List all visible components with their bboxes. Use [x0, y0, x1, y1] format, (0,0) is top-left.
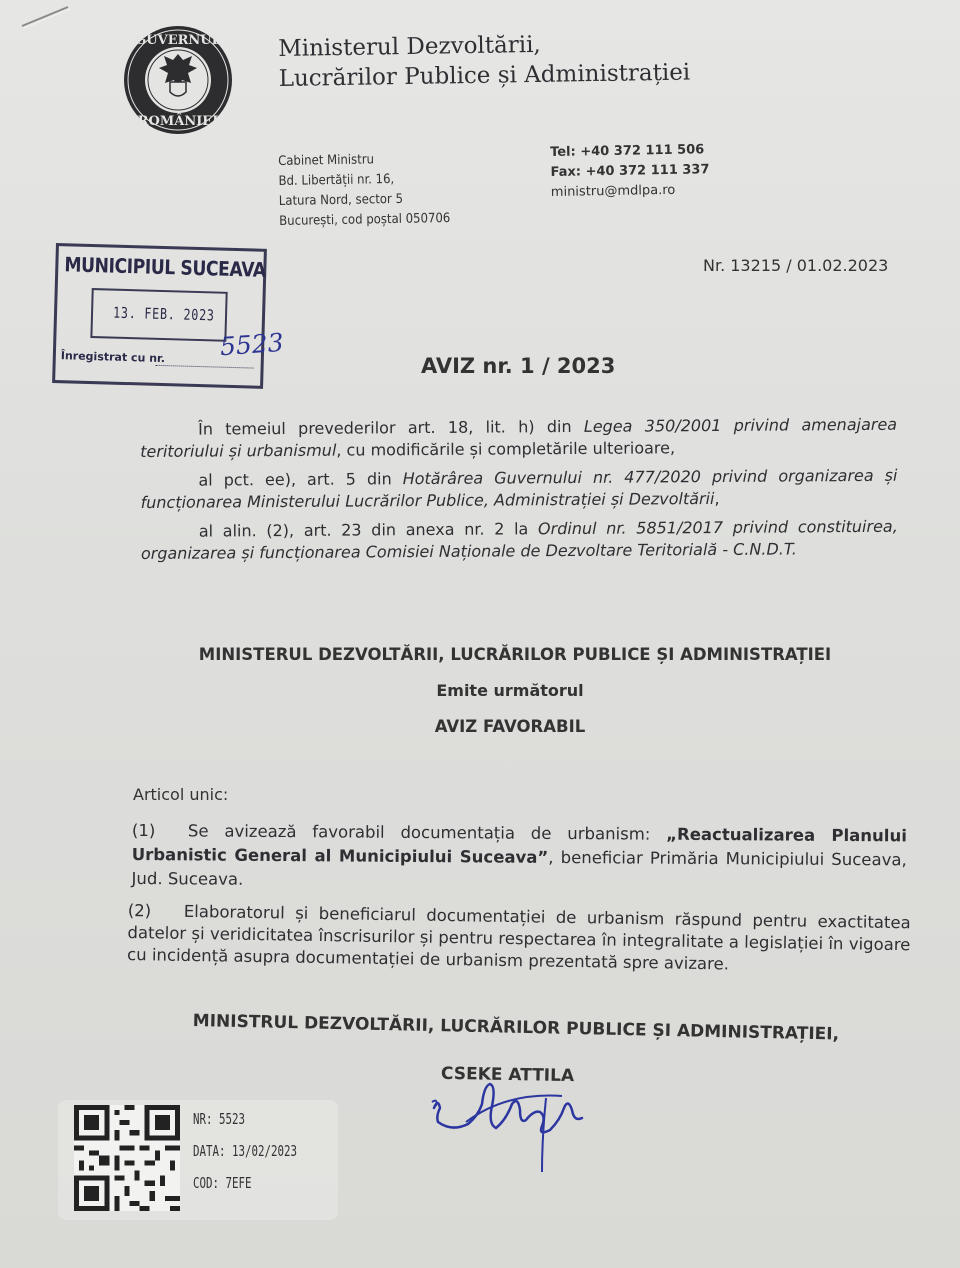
legal-preamble: [140, 414, 898, 572]
document-title: AVIZ nr. 1 / 2023: [421, 354, 616, 378]
stamp-dotted-line: [156, 365, 254, 369]
seal-text-bottom: ROMÂNIEI: [137, 114, 219, 129]
ministry-title: [278, 26, 799, 94]
favorable-opinion-heading: AVIZ FAVORABIL: [434, 717, 586, 736]
registration-meta: [193, 1103, 297, 1199]
registration-date: DATA: 13/02/2023: [193, 1142, 298, 1160]
phone-number: Tel: +40 372 111 506: [550, 142, 705, 160]
address-block: [278, 147, 539, 232]
ministry-title-line1: Ministerul Dezvoltării,: [278, 31, 541, 62]
qr-code-icon: [74, 1105, 180, 1211]
article-paragraph-1: (1) Se avizează favorabil documentația de urbanism: „Reactualizarea Planului Urbanistic General al Municipiului Suceava”, beneficiar Primăria Municipiului Suceava, Jud. Suceava.: [131, 820, 907, 889]
handwritten-signature: [426, 1068, 601, 1178]
ministry-title-line2: Lucrărilor Publice și Administrației: [278, 59, 691, 92]
seal-text-top: GUVERNUL: [135, 33, 221, 48]
handwritten-registration-number: 5523: [219, 327, 285, 362]
article-paragraph-2: (2) Elaboratorul și beneficiarul documentației de urbanism răspund pentru exactitatea datelor și veridicitatea înscrisurilor și pentru respectarea în integralitate a legislației în vigoare cu incidență asupra documentației de urbanism prezentată spre avizare.: [126, 900, 911, 974]
government-seal-icon: [122, 24, 234, 136]
minister-title: MINISTRUL DEZVOLTĂRII, LUCRĂRILOR PUBLICE ȘI ADMINISTRAȚIEI,: [192, 1011, 840, 1045]
preamble-paragraph: al alin. (2), art. 23 din anexa nr. 2 la Ordinul nr. 5851/2017 privind constituirea, organizarea și funcționarea Comisiei Naționale de Dezvoltare Teritorială - C.N.D.T.: [140, 516, 898, 563]
preamble-paragraph: În temeiul prevederilor art. 18, lit. h) din Legea 350/2001 privind amenajarea teritoriului și urbanismul, cu modificările și completările ulterioare,: [140, 414, 898, 461]
stamp-registration-label: Înregistrat cu nr.: [60, 349, 166, 366]
document-number: Nr. 13215 / 01.02.2023: [703, 256, 889, 275]
registration-code: COD: 7EFE: [193, 1174, 252, 1192]
contact-block: [550, 139, 771, 203]
address-line: Latura Nord, sector 5: [278, 191, 404, 209]
address-line: București, cod poștal 050706: [279, 211, 451, 229]
minister-name: CSEKE ATTILA: [440, 1063, 575, 1087]
address-line: Cabinet Ministru: [278, 152, 375, 169]
emits-line: Emite următorul: [436, 681, 584, 700]
fax-number: Fax: +40 372 111 337: [550, 162, 710, 180]
stamp-title: MUNICIPIUL SUCEAVA: [64, 252, 267, 282]
article-heading: Articol unic:: [133, 785, 229, 804]
preamble-paragraph: al pct. ee), art. 5 din Hotărârea Guvernului nr. 477/2020 privind organizarea și funcționarea Ministerului Lucrărilor Publice, Administrației și Dezvoltării,: [140, 465, 898, 512]
stamp-date-box: [90, 288, 227, 342]
email-address: ministru@mdlpa.ro: [550, 182, 676, 200]
registration-stamp: [52, 243, 267, 389]
staple-mark: [20, 4, 72, 28]
issuing-authority: MINISTERUL DEZVOLTĂRII, LUCRĂRILOR PUBLICE ȘI ADMINISTRAȚIEI: [198, 645, 832, 664]
registration-number: NR: 5523: [193, 1110, 246, 1128]
address-line: Bd. Libertății nr. 16,: [278, 171, 395, 189]
stamp-date: 13. FEB. 2023: [112, 303, 216, 325]
